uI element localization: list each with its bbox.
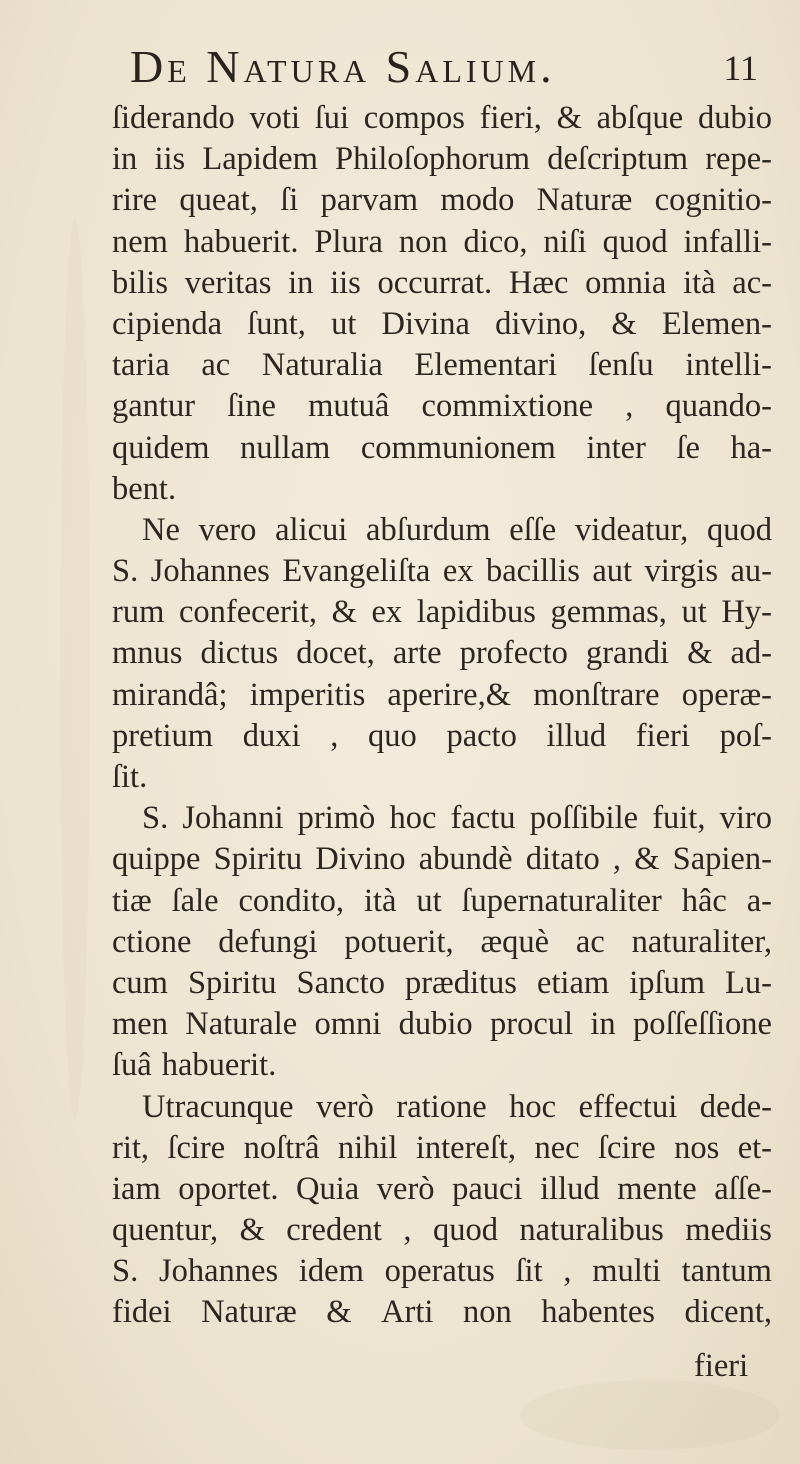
word: ità — [683, 264, 716, 301]
paper-stain — [520, 1380, 780, 1450]
word: Johannes — [150, 553, 270, 590]
word: ac — [201, 347, 231, 384]
word: ac — [575, 923, 605, 960]
word: mnus — [112, 635, 183, 672]
word: quo — [368, 717, 417, 754]
word: dubio — [398, 1006, 473, 1043]
word: occurrat. — [377, 264, 493, 301]
word: ità — [363, 882, 397, 919]
word: au- — [730, 553, 772, 590]
word: intereſt, — [415, 1129, 517, 1166]
word: hâc — [681, 882, 727, 919]
word: ad- — [730, 635, 772, 672]
text-line — [112, 263, 772, 304]
text-line — [112, 98, 772, 139]
word: duxi — [242, 717, 301, 754]
word: Elemen- — [661, 305, 772, 342]
word: Spiritu — [187, 964, 277, 1001]
word: virgis — [644, 553, 718, 590]
text-line — [112, 222, 772, 263]
text-line — [112, 1004, 772, 1045]
word: verò — [316, 1088, 374, 1125]
word: Ne — [142, 511, 180, 548]
word: iam — [112, 1170, 161, 1207]
word: & — [634, 841, 660, 878]
word: æquè — [480, 923, 550, 960]
text-line — [112, 1169, 772, 1210]
text-line — [112, 1210, 772, 1251]
text-line — [112, 1087, 772, 1128]
text-line — [112, 304, 772, 345]
word: dubio — [697, 100, 772, 136]
text-line — [112, 675, 772, 716]
word: monſtrare — [533, 676, 660, 713]
word: deſcriptum — [547, 141, 689, 178]
word: aperire,& — [387, 676, 512, 713]
body-text — [112, 98, 772, 1334]
word: illud — [540, 1170, 600, 1207]
page-header — [130, 41, 770, 94]
word: imperitis — [249, 676, 366, 713]
word: intelli- — [685, 347, 772, 384]
text-line — [112, 633, 772, 674]
word: multi — [592, 1253, 661, 1290]
text-line — [112, 716, 772, 757]
word: Hæc — [508, 264, 569, 301]
word: ipſum — [629, 964, 706, 1001]
word: infalli- — [683, 223, 772, 260]
word: ditato — [525, 841, 600, 878]
word: ſcire — [167, 1129, 226, 1166]
word: habentes — [541, 1294, 655, 1331]
word: ſunt, — [247, 305, 306, 342]
word: voti — [249, 100, 301, 136]
word: ut — [331, 305, 357, 342]
text-line — [112, 428, 772, 469]
text-line — [112, 551, 772, 592]
word: quidem — [112, 429, 210, 466]
word: fieri — [635, 717, 690, 754]
word: compos — [363, 100, 465, 136]
word: Naturale — [185, 1006, 298, 1043]
word: non — [462, 1294, 512, 1331]
word: men — [112, 1006, 168, 1043]
word: fieri, — [479, 100, 542, 136]
word: pretium — [112, 717, 214, 754]
word: oportet. — [178, 1170, 279, 1207]
word: queat, — [179, 182, 258, 219]
word: & — [239, 1212, 265, 1249]
word: S. — [142, 800, 169, 837]
word: Spiritu — [213, 841, 303, 878]
word: Johannes — [158, 1253, 279, 1290]
text-line — [112, 963, 772, 1004]
word: idem — [298, 1253, 364, 1290]
word: naturalibus — [519, 1212, 664, 1249]
word: factu — [450, 800, 516, 837]
text-line — [112, 1292, 772, 1333]
text-line — [112, 139, 772, 180]
word: grandi — [585, 635, 669, 672]
word: dictus — [200, 635, 279, 672]
word: rire — [112, 182, 158, 219]
word: & — [611, 305, 637, 342]
word: Divina — [381, 305, 470, 342]
word: inter — [586, 429, 646, 466]
word: poſſeſſione — [632, 1006, 772, 1043]
word: nem — [112, 223, 168, 260]
word: Naturalia — [261, 347, 383, 384]
word: dicent, — [684, 1294, 772, 1331]
text-line — [112, 386, 772, 427]
word: procul — [490, 1006, 574, 1043]
word: divino, — [495, 305, 587, 342]
word: Sancto — [296, 964, 385, 1001]
word: abundè — [418, 841, 513, 878]
word: , — [625, 388, 634, 425]
word: illud — [546, 717, 607, 754]
word: , — [612, 841, 622, 878]
word: aſſe- — [714, 1170, 772, 1207]
text-line — [112, 345, 772, 386]
word: hoc — [389, 800, 437, 837]
text-line — [112, 839, 772, 880]
word: primò — [297, 800, 376, 837]
text-line — [112, 510, 772, 551]
word: Hy- — [721, 594, 772, 631]
word: cognitio- — [654, 182, 772, 219]
word: videatur, — [574, 511, 689, 548]
text-line — [112, 180, 772, 221]
text-line — [112, 922, 772, 963]
text-line — [112, 881, 772, 922]
word: alicui — [275, 511, 348, 548]
word: , — [330, 717, 339, 754]
word: cum — [112, 964, 168, 1001]
word: Naturæ — [201, 1294, 297, 1331]
word: quando- — [665, 388, 772, 425]
word: communionem — [360, 429, 556, 466]
word: poſ- — [719, 717, 772, 754]
word: hoc — [509, 1088, 557, 1125]
word: rum — [112, 594, 165, 631]
word: mirandâ; — [112, 676, 228, 713]
word: Johanni — [182, 800, 284, 837]
word: nos — [674, 1129, 720, 1166]
text-line — [112, 1045, 772, 1086]
text-line — [112, 798, 772, 839]
word: pacto — [446, 717, 517, 754]
word: bilis — [112, 264, 168, 301]
word: parvam — [320, 182, 419, 219]
word: mediis — [685, 1212, 772, 1249]
word: potuerit, — [344, 923, 454, 960]
word: ha- — [730, 429, 772, 466]
word: quentur, — [112, 1212, 219, 1249]
word: Sapien- — [672, 841, 772, 878]
word: et- — [737, 1129, 772, 1166]
word: condito, — [238, 882, 345, 919]
word: habuerit. — [183, 223, 299, 260]
word: Evangeliſta — [282, 553, 431, 590]
word: omnia — [585, 264, 667, 301]
word: abſurdum — [366, 511, 491, 548]
word: veritas — [184, 264, 272, 301]
word: operatus — [384, 1253, 495, 1290]
word: quippe — [112, 841, 201, 878]
word: tantum — [681, 1253, 772, 1290]
word: noſtrâ — [243, 1129, 320, 1166]
word: ex — [371, 594, 403, 631]
word: ratione — [396, 1088, 487, 1125]
word: repe- — [705, 141, 772, 178]
word: & — [331, 594, 357, 631]
word: bent. — [112, 470, 177, 507]
word: abſque — [596, 100, 684, 136]
word: Utracunque — [142, 1088, 294, 1125]
text-line — [112, 757, 772, 798]
word: profecto — [459, 635, 568, 672]
word: Lu- — [725, 964, 772, 1001]
word: credent — [286, 1212, 382, 1249]
word: Divino — [315, 841, 406, 878]
word: docet, — [296, 635, 375, 672]
word: taria — [112, 347, 170, 384]
word: in — [288, 264, 314, 301]
text-line — [112, 469, 772, 510]
word: Arti — [381, 1294, 434, 1331]
word: defungi — [218, 923, 318, 960]
running-title: De Natura Salium. — [130, 41, 556, 92]
word: aut — [592, 553, 633, 590]
word: nec — [534, 1129, 580, 1166]
word: effectui — [578, 1088, 678, 1125]
word: gemmas, — [550, 594, 667, 631]
word: ac- — [732, 264, 772, 301]
word: fuit, — [652, 800, 706, 837]
word: ſe — [676, 429, 700, 466]
word: in — [112, 141, 138, 178]
page-number: 11 — [723, 48, 758, 88]
word: Lapidem — [202, 141, 318, 178]
word: & — [556, 100, 582, 136]
text-line — [112, 592, 772, 633]
word: ſuâ — [112, 1047, 152, 1084]
word: ſale — [171, 882, 219, 919]
word: confecerit, — [178, 594, 317, 631]
word: verò — [376, 1170, 435, 1207]
word: arte — [392, 635, 442, 672]
word: mutuâ — [308, 388, 390, 425]
word: omni — [314, 1006, 382, 1043]
word: lapidibus — [416, 594, 536, 631]
word: commixtione — [421, 388, 594, 425]
word: fidei — [112, 1294, 172, 1331]
word: ſenſu — [588, 347, 654, 384]
word: Philoſophorum — [335, 141, 531, 178]
word: Elementari — [414, 347, 558, 384]
word: vero — [198, 511, 257, 548]
word: poſſibile — [529, 800, 639, 837]
text-line — [112, 1128, 772, 1169]
word: Quia — [296, 1170, 360, 1207]
word: operæ- — [681, 676, 772, 713]
word: ſit. — [112, 759, 148, 795]
paper-stain — [60, 220, 90, 1120]
word: tiæ — [112, 882, 152, 919]
word: etiam — [536, 964, 610, 1001]
word: nihil — [337, 1129, 398, 1166]
word: ſi — [280, 182, 299, 219]
word: & — [326, 1294, 352, 1331]
word: viro — [719, 800, 772, 837]
word: iis — [330, 264, 361, 301]
word: in — [590, 1006, 616, 1043]
word: præditus — [404, 964, 517, 1001]
word: quod — [602, 223, 668, 260]
word: ſupernaturaliter — [461, 882, 662, 919]
word: S. — [112, 1253, 139, 1290]
word: non — [398, 223, 448, 260]
word: modo — [440, 182, 515, 219]
word: ſcire — [597, 1129, 656, 1166]
word: quod — [706, 511, 772, 548]
word: rit, — [112, 1129, 150, 1166]
word: naturaliter, — [631, 923, 772, 960]
word: Naturæ — [536, 182, 633, 219]
word: mente — [617, 1170, 697, 1207]
word: Plura — [314, 223, 383, 260]
word: ctione — [112, 923, 192, 960]
word: ut — [681, 594, 707, 631]
catchword: fieri — [694, 1348, 749, 1384]
word: , — [563, 1253, 572, 1290]
word: S. — [112, 553, 139, 590]
word: dede- — [699, 1088, 772, 1125]
word: dico, — [463, 223, 528, 260]
word: ut — [416, 882, 442, 919]
word: , — [403, 1212, 412, 1249]
word: habuerit. — [161, 1047, 277, 1084]
word: ſine — [227, 388, 276, 425]
word: gantur — [112, 388, 196, 425]
word: eſſe — [509, 511, 557, 548]
word: iis — [154, 141, 186, 178]
word: cipienda — [112, 305, 223, 342]
word: ſit — [515, 1253, 543, 1290]
word: pauci — [452, 1170, 523, 1207]
word: a- — [746, 882, 772, 919]
word: ex — [442, 553, 474, 590]
word: niſi — [543, 223, 587, 260]
word: ſiderando — [112, 100, 235, 136]
word: & — [687, 635, 713, 672]
word: bacillis — [485, 553, 580, 590]
text-line — [112, 1251, 772, 1292]
word: quod — [432, 1212, 498, 1249]
word: nullam — [240, 429, 331, 466]
word: ſui — [314, 100, 350, 136]
